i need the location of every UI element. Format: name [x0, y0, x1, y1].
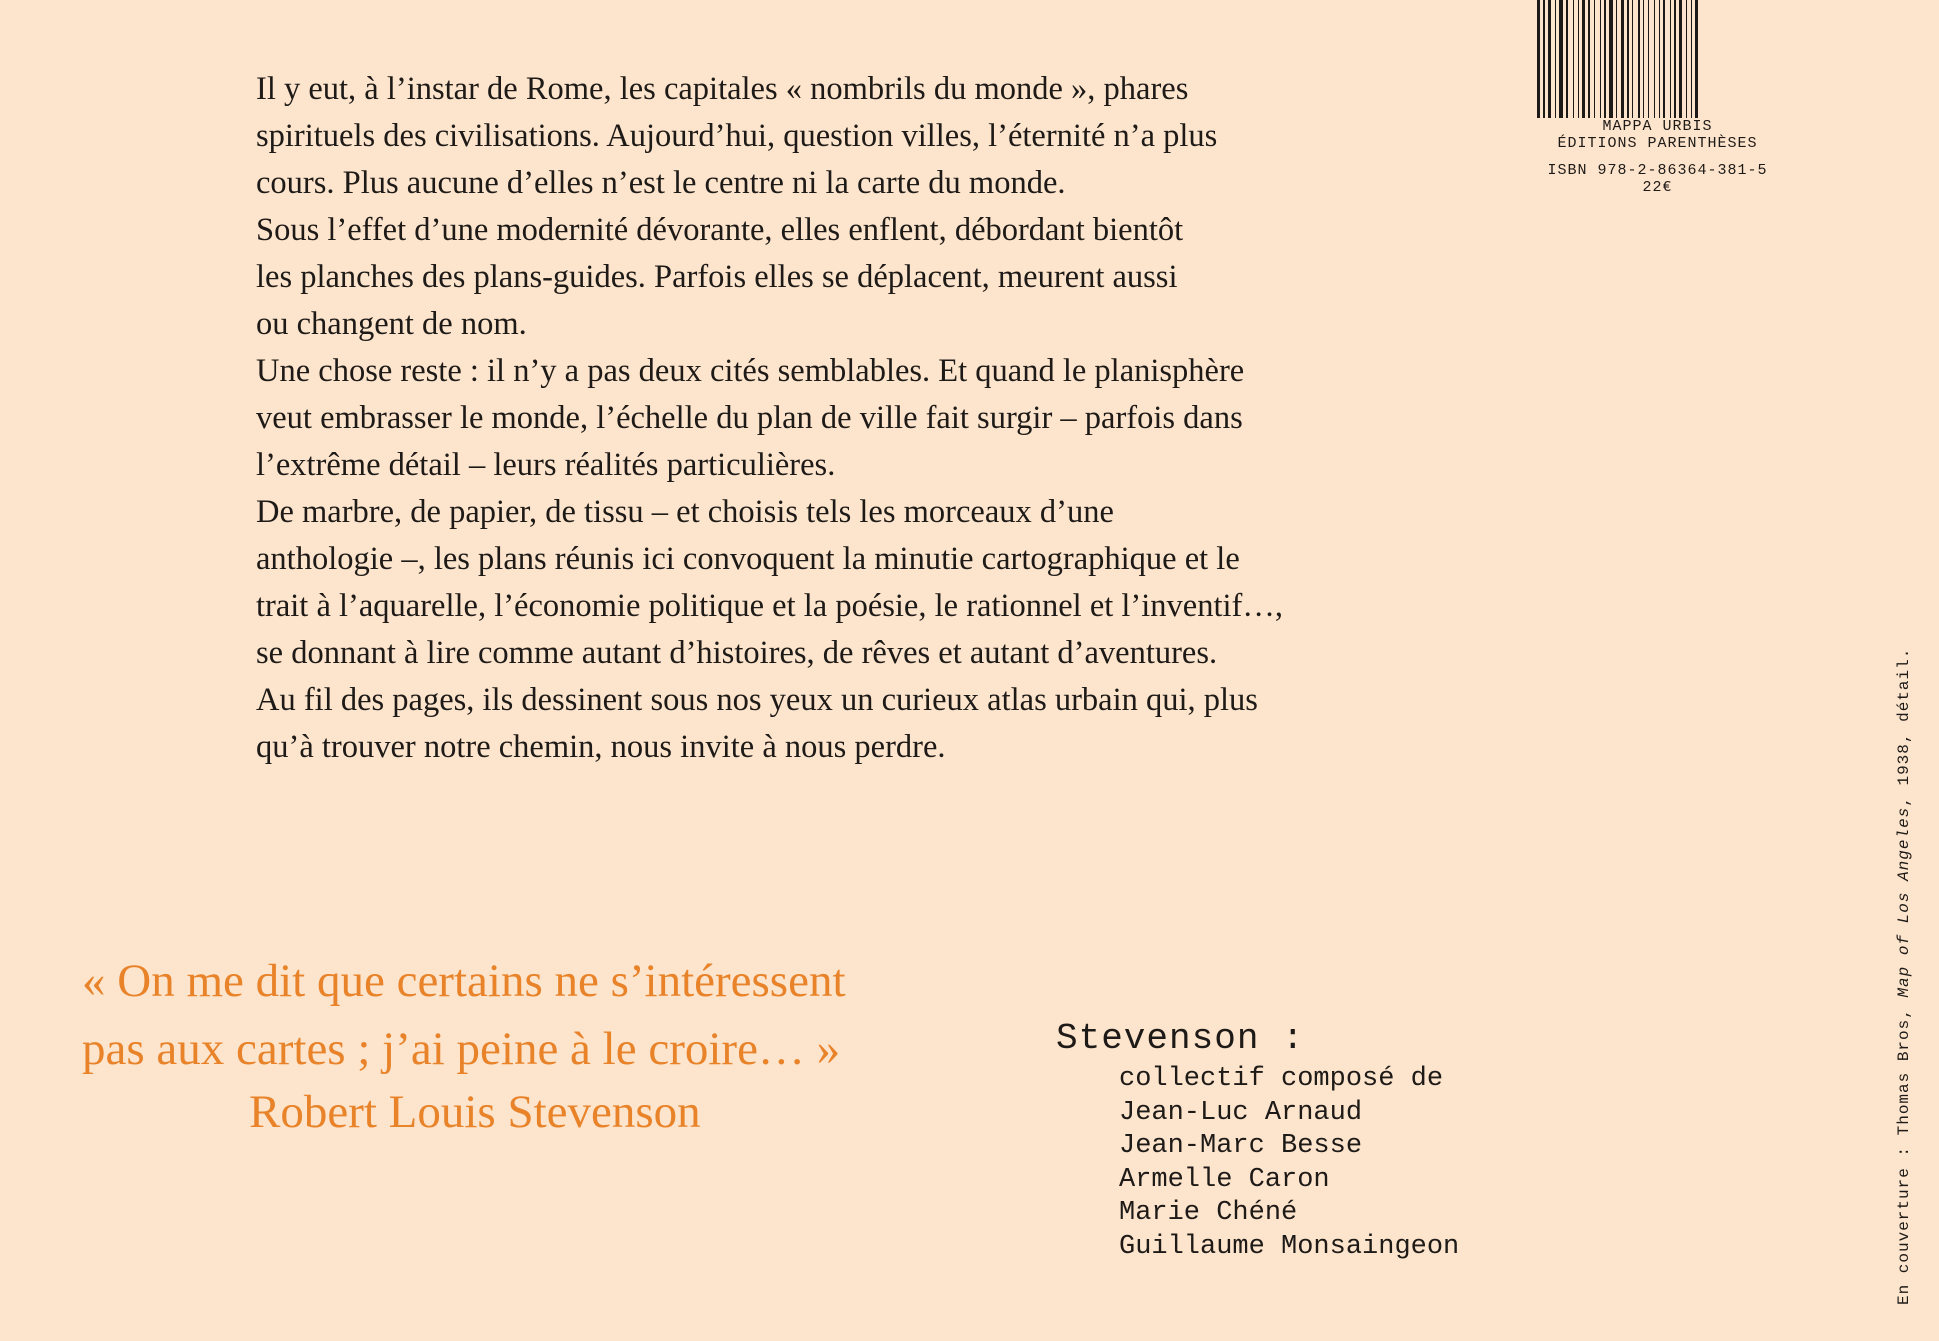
text-line: anthologie –, les plans réunis ici convoquent la minutie cartographique et le: [256, 541, 1240, 577]
credits-line: Jean-Luc Arnaud: [1119, 1097, 1363, 1128]
isbn: ISBN 978-2-86364-381-5: [1547, 162, 1768, 179]
text-line: se donnant à lire comme autant d’histoires, de rêves et autant d’aventures.: [256, 635, 1218, 671]
cover-credit: [1895, 648, 1913, 1305]
cover-credit-prefix: En couverture : Thomas Bros,: [1895, 997, 1913, 1305]
barcode-icon: [1537, 0, 1777, 118]
credits-line: Armelle Caron: [1119, 1164, 1330, 1195]
credits-line: Jean-Marc Besse: [1119, 1131, 1363, 1161]
credits-line: Marie Chéné: [1119, 1198, 1298, 1228]
credits-line: collectif composé de: [1119, 1064, 1444, 1094]
cover-credit-suffix: , 1938, détail.: [1895, 647, 1913, 807]
series-name: MAPPA URBIS: [1602, 118, 1713, 135]
text-line: Sous l’effet d’une modernité dévorante, elles enflent, débordant bientôt: [256, 212, 1184, 248]
stevenson-quote: [82, 947, 1042, 1141]
quote-line: « On me dit que certains ne s’intéressent: [82, 955, 846, 1007]
text-line: trait à l’aquarelle, l’économie politique et la poésie, le rationnel et l’inventif…,: [256, 588, 1283, 624]
credits-heading: Stevenson :: [1056, 1018, 1305, 1059]
text-line: spirituels des civilisations. Aujourd’hui, question villes, l’éternité n’a plus: [256, 118, 1218, 154]
credits-line: Guillaume Monsaingeon: [1119, 1231, 1460, 1262]
text-line: veut embrasser le monde, l’échelle du plan de ville fait surgir – parfois dans: [256, 400, 1243, 436]
quote-line: pas aux cartes ; j’ai peine à le croire… »: [82, 1023, 841, 1075]
publisher-name: ÉDITIONS PARENTHÈSES: [1557, 135, 1758, 152]
text-line: les planches des plans-guides. Parfois elles se déplacent, meurent aussi: [256, 259, 1178, 295]
text-line: Il y eut, à l’instar de Rome, les capitales « nombrils du monde », phares: [256, 71, 1189, 107]
authors-credits: [1056, 1015, 1459, 1264]
text-line: qu’à trouver notre chemin, nous invite à nous perdre.: [256, 729, 946, 765]
quote-author: Robert Louis Stevenson: [249, 1086, 701, 1138]
text-line: ou changent de nom.: [256, 306, 527, 342]
text-line: Au fil des pages, ils dessinent sous nos yeux un curieux atlas urbain qui, plus: [256, 682, 1258, 718]
back-cover-text: [256, 66, 1456, 771]
price: 22€: [1642, 179, 1673, 196]
text-line: l’extrême détail – leurs réalités particulières.: [256, 447, 836, 483]
text-line: cours. Plus aucune d’elles n’est le centre ni la carte du monde.: [256, 165, 1066, 201]
cover-credit-title: Map of Los Angeles: [1895, 806, 1913, 998]
publisher-block: [1510, 0, 1805, 196]
text-line: Une chose reste : il n’y a pas deux cités semblables. Et quand le planisphère: [256, 353, 1245, 389]
text-line: De marbre, de papier, de tissu – et choisis tels les morceaux d’une: [256, 494, 1114, 530]
